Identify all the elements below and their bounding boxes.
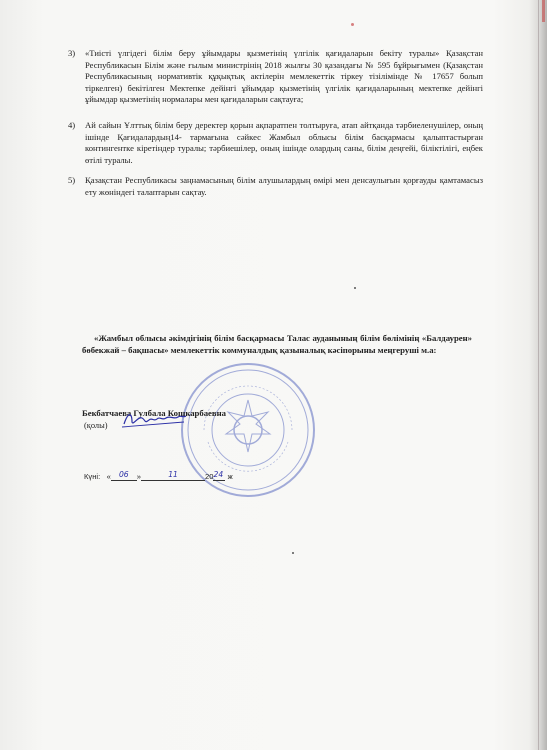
signatory-position-text: «Жамбыл облысы әкімдігінің білім басқармасы Талас ауданының білім бөлімінің «Балдаурен» бөбекжай – бақшасы» мемлекеттік коммуналдық қазыналық кәсіпорыны меңгеруші м.а: [82,333,472,355]
date-year-prefix: 20 [205,472,214,481]
page-edge-shadow [529,0,547,750]
date-label: Күні: [84,472,101,481]
list-item-text: Қазақстан Республикасы заңнамасының білім алушылардың өмірі мен денсаулығын қорғауды қамтамасыз ету жөніндегі талаптарын сақтау. [85,175,483,197]
signature-caption: (қолы) [84,421,108,430]
obligations-list [68,48,483,208]
date-line [84,470,233,481]
list-item-number: 4) [68,119,76,130]
signatory-name: Бекбатчаева Гулбала Кошкарбаевна [82,408,226,418]
date-month-field [141,470,205,481]
list-item [68,175,483,198]
list-item [68,48,483,106]
list-item [68,120,483,166]
date-open-quote: « [106,472,111,481]
date-month-value: 11 [168,470,178,479]
scan-speck [292,552,294,554]
list-item-number: 3) [68,48,76,58]
handwritten-signature [120,408,190,430]
date-year-field [213,470,225,481]
list-item-number: 5) [68,175,76,186]
list-item-text: «Тиісті үлгідегі білім беру ұйымдары қызметінің үлгілік қағидаларын бекіту туралы» Қазақстан Республикасын Білім және ғылым министрінің 2018 жылғы 30 қазандағы № 595 бұйрығымен (Қазақстан Республикасының нормативтік құқықтық актілерін мемлекеттік тіркеу тізілімінде № 17657 болып тіркелген) бекітілген Мектепке дейінгі ұйымдар қызметінің үлгілік қағидаларының мектепке дейінгі ұйымдар қызметінің нормалары мен қағидаларын сақтауға; [85,48,483,105]
date-close-quote: » [136,472,142,481]
date-day-field [111,470,137,481]
ink-dot [351,23,354,26]
red-margin-mark [542,0,545,22]
date-year-value: 24 [213,470,224,479]
signatory-position [82,332,472,356]
date-day-value: 06 [118,470,129,479]
date-year-unit: ж [227,472,233,481]
scan-speck [354,287,356,289]
list-item-text: Ай сайын Ұлттық білім беру деректер қорын ақпаратпен толтыруға, атап айтқанда тәрбиеленушілер, оның ішінде Қағидалардың14- тармағына сәйкес Жамбыл облысы білім басқармасы қалыптастырған контингентке кіретіндер туралы; тәрбиешілер, оның ішінде олардың саны, білім деңгейі, біліктілігі, еңбек өтілі туралы. [85,119,483,165]
